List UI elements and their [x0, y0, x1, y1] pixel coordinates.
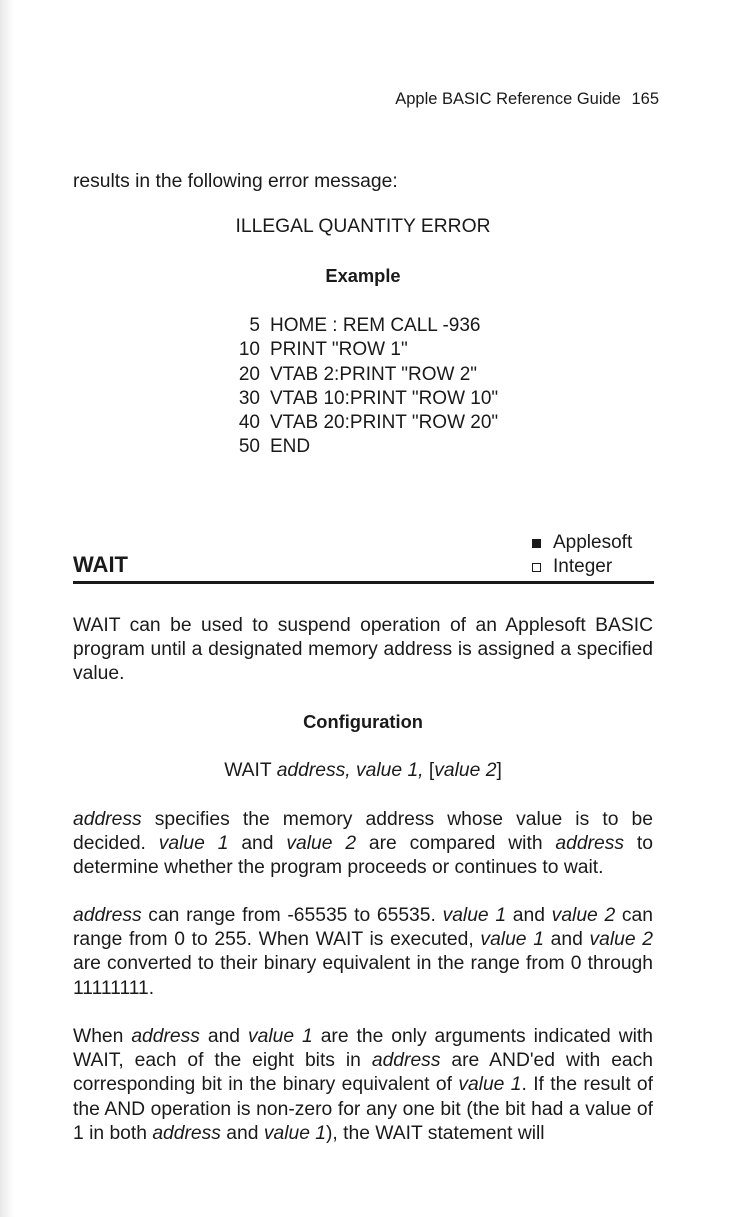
- term-address: address: [555, 833, 625, 855]
- example-heading: Example: [325, 265, 401, 286]
- legend-applesoft: [532, 531, 632, 555]
- text-run: are compared with: [356, 833, 556, 855]
- legend-integer-label: Integer: [553, 556, 613, 577]
- code-line: [232, 363, 498, 387]
- text-run: can range from -65535 to 65535.: [141, 905, 443, 926]
- line-number: 30: [238, 387, 260, 409]
- syntax-line: [73, 760, 653, 782]
- description-paragraph: WAIT can be used to suspend operation of an Applesoft BASIC program until a designated memory address is assigned a specified value.: [73, 615, 653, 685]
- legend-integer: [532, 555, 632, 579]
- code-text: END: [270, 436, 311, 458]
- configuration-heading: Configuration: [303, 711, 423, 732]
- term-value1: value 1: [480, 929, 544, 951]
- text-run: specifies the memory address whose value is to be decided.: [73, 809, 653, 855]
- text-run: are converted to their binary equivalent in the range from 0 through 11111111.: [73, 953, 653, 999]
- syntax-args: address, value 1,: [276, 760, 424, 781]
- error-message: ILLEGAL QUANTITY ERROR: [235, 216, 491, 237]
- section-title: WAIT: [73, 552, 128, 577]
- dialect-legend: [532, 531, 632, 579]
- term-value1: value 1: [263, 1122, 327, 1144]
- text-run: are the only arguments indicated with WAIT, each of the eight bits in: [73, 1026, 653, 1072]
- header-title: Apple BASIC Reference Guide: [395, 90, 621, 108]
- term-address: address: [371, 1050, 441, 1072]
- code-listing: [232, 314, 498, 460]
- intro-text: results in the following error message:: [73, 171, 398, 192]
- term-value1: value 1: [458, 1074, 522, 1096]
- code-text: VTAB 20:PRINT "ROW 20": [270, 412, 499, 434]
- running-header: [395, 90, 659, 109]
- term-address: address: [152, 1122, 221, 1144]
- term-address: address: [131, 1026, 200, 1047]
- text-run: are AND'ed with each corresponding bit in the binary equivalent of: [73, 1050, 653, 1096]
- code-text: VTAB 10:PRINT "ROW 10": [270, 387, 499, 409]
- paragraph-address: [73, 808, 653, 881]
- term-value2: value 2: [551, 905, 616, 926]
- filled-square-icon: [532, 539, 541, 548]
- text-run: and: [199, 1026, 248, 1047]
- line-number: 5: [249, 315, 260, 336]
- text-run: to determine whether the program proceeds or continues to wait.: [73, 833, 653, 879]
- syntax-bracket-close: ]: [496, 760, 502, 781]
- empty-square-icon: [532, 563, 541, 572]
- paragraph-and-operation: [73, 1025, 653, 1146]
- text-run: and: [543, 929, 590, 951]
- code-line: [232, 411, 498, 435]
- code-line: [232, 314, 498, 338]
- code-text: HOME : REM CALL -936: [270, 315, 481, 336]
- text-run: and: [506, 905, 552, 926]
- code-text: PRINT "ROW 1": [270, 339, 408, 361]
- code-line: [232, 338, 498, 362]
- text-run: ), the WAIT statement will: [326, 1122, 545, 1144]
- text-run: . If the result of the AND operation is non-zero for any one bit (the bit had a value of 1 in both: [73, 1074, 653, 1144]
- term-value2: value 2: [286, 833, 357, 855]
- legend-applesoft-label: Applesoft: [553, 532, 633, 553]
- page-number: 165: [631, 90, 659, 108]
- section-rule: [73, 581, 654, 584]
- syntax-optional-arg: value 2: [434, 760, 497, 781]
- term-value1: value 1: [158, 833, 229, 855]
- text-run: can range from 0 to 255. When WAIT is executed,: [73, 905, 653, 951]
- text-run: and: [228, 833, 287, 855]
- line-number: 20: [238, 363, 260, 385]
- code-line: [232, 387, 498, 411]
- term-address: address: [73, 809, 142, 830]
- term-value1: value 1: [247, 1026, 313, 1047]
- text-run: and: [220, 1122, 264, 1144]
- paragraph-range: [73, 904, 653, 1001]
- term-address: address: [73, 905, 142, 926]
- syntax-bracket-open: [: [428, 760, 435, 781]
- syntax-keyword: WAIT: [224, 760, 272, 781]
- code-line: [232, 435, 498, 459]
- code-text: VTAB 2:PRINT "ROW 2": [270, 363, 478, 385]
- term-value2: value 2: [589, 929, 653, 951]
- page-edge-shadow: [0, 0, 14, 1217]
- term-value1: value 1: [442, 905, 507, 926]
- line-number: 40: [238, 412, 260, 434]
- line-number: 50: [238, 436, 260, 458]
- text-run: When: [73, 1026, 132, 1047]
- line-number: 10: [238, 339, 260, 361]
